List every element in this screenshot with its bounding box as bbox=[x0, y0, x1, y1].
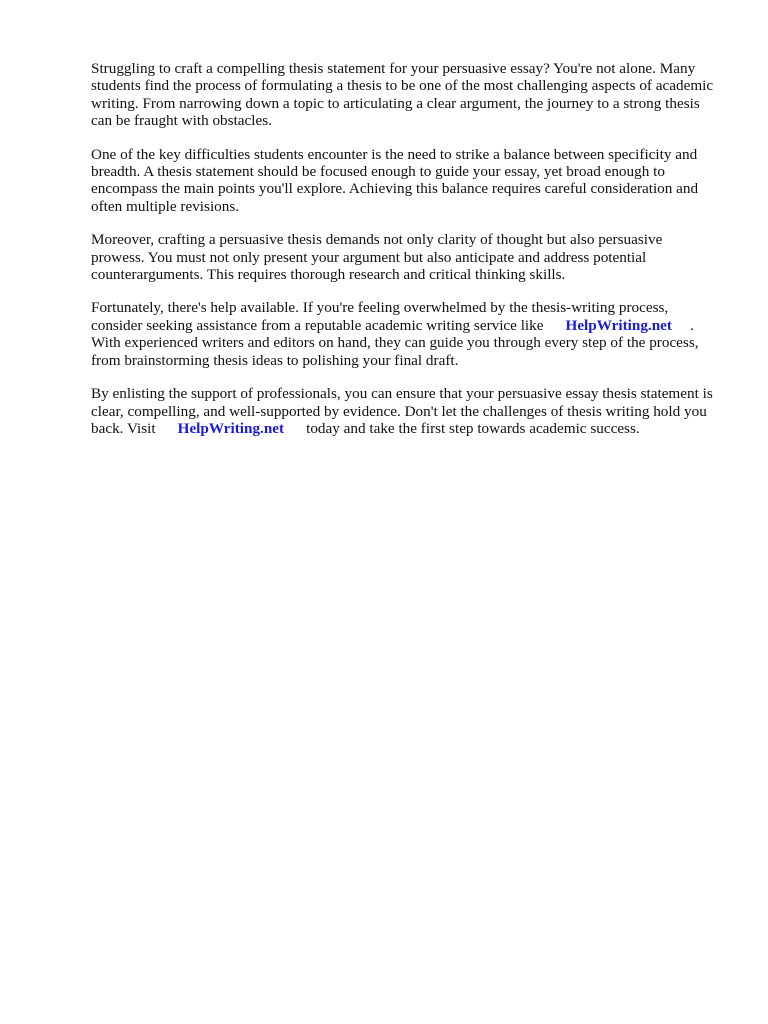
document-page bbox=[91, 60, 717, 453]
paragraph-closing bbox=[91, 385, 717, 437]
paragraph-closing-text-before: By enlisting the support of professionals, you can ensure that your persuasive essay thesis statement is clear, compelling, and well-supported by evidence. Don't let the challenges of thesis writing hold you back. Visit bbox=[91, 385, 713, 437]
helpwriting-link[interactable]: HelpWriting.net bbox=[565, 316, 672, 334]
helpwriting-link-closing[interactable]: HelpWriting.net bbox=[177, 419, 285, 437]
paragraph-help-text-after: . With experienced writers and editors on hand, they can guide you through every step of the process, from brainstorming thesis ideas to polishing your final draft. bbox=[91, 316, 699, 369]
paragraph-persuasive: Moreover, crafting a persuasive thesis demands not only clarity of thought but also persuasive prowess. You must not only present your argument but also anticipate and address potential counterarguments. This requires thorough research and critical thinking skills. bbox=[91, 231, 663, 284]
paragraph-difficulties: One of the key difficulties students encounter is the need to strike a balance between specificity and breadth. A thesis statement should be focused enough to guide your essay, yet broad enough to encompass the main points you'll explore. Achieving this balance requires careful consideration and often multiple revisions. bbox=[91, 145, 699, 215]
paragraph-help bbox=[91, 299, 717, 369]
paragraph-help-text-before: Fortunately, there's help available. If you're feeling overwhelmed by the thesis-writing process, consider seeking assistance from a reputable academic writing service like bbox=[91, 299, 669, 334]
paragraph-closing-text-after: today and take the first step towards academic success. bbox=[306, 419, 640, 437]
paragraph-intro: Struggling to craft a compelling thesis statement for your persuasive essay? You're not alone. Many students find the process of formulating a thesis to be one of the most challenging aspects of academic writing. From narrowing down a topic to articulating a clear argument, the journey to a strong thesis can be fraught with obstacles. bbox=[91, 60, 714, 130]
